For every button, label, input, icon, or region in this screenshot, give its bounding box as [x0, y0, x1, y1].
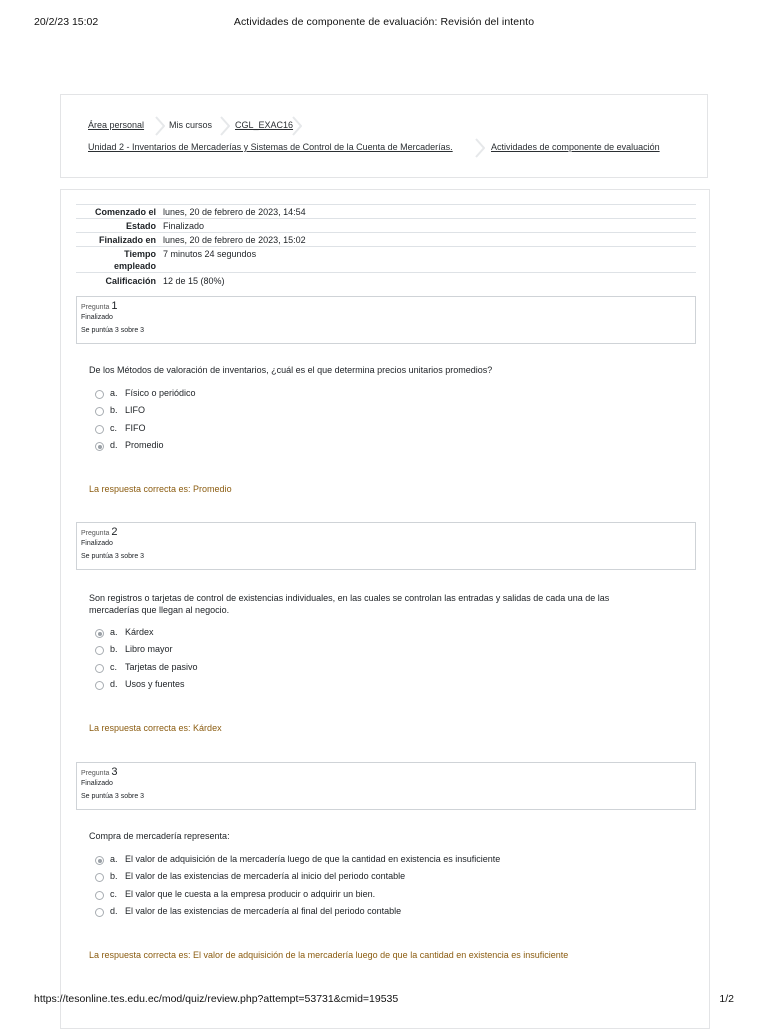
question-number-value: 3 — [111, 766, 118, 778]
breadcrumb-row-2 — [88, 142, 698, 162]
quiz-review — [60, 189, 710, 1029]
radio-checked-icon[interactable] — [95, 442, 104, 451]
summary-value: lunes, 20 de febrero de 2023, 14:54 — [163, 207, 306, 217]
question-grade: Se puntúa 3 sobre 3 — [81, 327, 145, 334]
print-url: https://tesonline.tes.edu.ec/mod/quiz/review.php?attempt=53731&cmid=19535 — [34, 993, 399, 1005]
question-label: Pregunta — [81, 304, 110, 311]
question-text: Compra de mercadería representa: — [89, 831, 230, 841]
summary-grade — [76, 272, 696, 289]
chevron-right-icon — [475, 138, 485, 158]
chevron-right-icon — [292, 116, 302, 136]
answer-letter: a. — [110, 854, 118, 864]
radio-icon[interactable] — [95, 407, 104, 416]
answer-text: El valor de las existencias de mercadería al inicio del periodo contable — [125, 871, 406, 881]
answer-text: LIFO — [125, 405, 146, 415]
summary-value: 7 minutos 24 segundos — [163, 249, 257, 259]
answer-text: Libro mayor — [125, 644, 173, 654]
answer-letter: c. — [110, 423, 118, 433]
question-text-line: Son registros o tarjetas de control de existencias individuales, en las cuales se controlan las entradas y salidas de cada una de las — [89, 593, 610, 603]
radio-checked-icon[interactable] — [95, 856, 104, 865]
summary-label: empleado — [113, 261, 156, 271]
summary-label: Tiempo — [124, 249, 156, 259]
correct-answer-feedback: La respuesta correcta es: Promedio — [89, 484, 232, 494]
print-date: 20/2/23 15:02 — [34, 16, 99, 28]
breadcrumb — [60, 94, 708, 178]
question-state: Finalizado — [81, 780, 113, 787]
answer-text: El valor de las existencias de mercadería al final del periodo contable — [125, 906, 402, 916]
summary-value: 12 de 15 (80%) — [163, 276, 225, 286]
breadcrumb-unit[interactable]: Unidad 2 - Inventarios de Mercaderías y Sistemas de Control de la Cuenta de Mercaderías. — [88, 142, 453, 152]
question-label: Pregunta — [81, 530, 110, 537]
answer-text: Promedio — [125, 440, 164, 450]
summary-value: lunes, 20 de febrero de 2023, 15:02 — [163, 235, 306, 245]
breadcrumb-row-1 — [88, 120, 688, 140]
radio-icon[interactable] — [95, 891, 104, 900]
radio-icon[interactable] — [95, 908, 104, 917]
radio-icon[interactable] — [95, 664, 104, 673]
answer-letter: a. — [110, 388, 118, 398]
breadcrumb-area-personal[interactable]: Área personal — [88, 120, 145, 130]
summary-label: Comenzado el — [94, 207, 156, 217]
radio-icon[interactable] — [95, 681, 104, 690]
print-title: Actividades de componente de evaluación: Revisión del intento — [233, 16, 535, 28]
question-label: Pregunta — [81, 770, 110, 777]
question-number-value: 1 — [111, 300, 118, 312]
radio-icon[interactable] — [95, 390, 104, 399]
question-number-value: 2 — [111, 526, 118, 538]
summary-label: Calificación — [105, 276, 156, 286]
question-state: Finalizado — [81, 314, 113, 321]
question-state: Finalizado — [81, 540, 113, 547]
question-grade: Se puntúa 3 sobre 3 — [81, 553, 145, 560]
radio-checked-icon[interactable] — [95, 629, 104, 638]
print-page-number: 1/2 — [719, 993, 734, 1005]
question-info — [76, 762, 696, 810]
answer-letter: c. — [110, 662, 118, 672]
breadcrumb-activity[interactable]: Actividades de componente de evaluación — [491, 142, 660, 152]
answer-letter: d. — [110, 440, 118, 450]
radio-icon[interactable] — [95, 425, 104, 434]
summary-label: Finalizado en — [98, 235, 156, 245]
radio-icon[interactable] — [95, 646, 104, 655]
answer-letter: b. — [110, 405, 118, 415]
answer-text: Kárdex — [125, 627, 154, 637]
question-text — [89, 592, 659, 616]
answer-text: El valor que le cuesta a la empresa producir o adquirir un bien. — [125, 889, 376, 899]
summary-state — [76, 218, 696, 233]
correct-answer-feedback: La respuesta correcta es: Kárdex — [89, 723, 222, 733]
answer-text: Usos y fuentes — [125, 679, 185, 689]
answer-letter: d. — [110, 906, 118, 916]
question-info — [76, 522, 696, 570]
summary-finished — [76, 232, 696, 247]
question-number — [81, 300, 118, 312]
print-header — [0, 16, 768, 32]
breadcrumb-mis-cursos[interactable]: Mis cursos — [169, 120, 213, 130]
summary-started — [76, 204, 696, 219]
answer-text: El valor de adquisición de la mercadería luego de que la cantidad en existencia es insuficiente — [125, 854, 501, 864]
summary-time — [76, 246, 696, 273]
radio-icon[interactable] — [95, 873, 104, 882]
answer-letter: b. — [110, 644, 118, 654]
chevron-right-icon — [155, 116, 165, 136]
question-text-line: mercaderías que llegan al negocio. — [89, 605, 230, 615]
answer-letter: b. — [110, 871, 118, 881]
question-number — [81, 766, 118, 778]
correct-answer-feedback: La respuesta correcta es: El valor de adquisición de la mercadería luego de que la cantidad en existencia es insuficiente — [89, 950, 569, 960]
answer-letter: d. — [110, 679, 118, 689]
summary-label: Estado — [125, 221, 156, 231]
question-text: De los Métodos de valoración de inventarios, ¿cuál es el que determina precios unitarios promedios? — [89, 365, 493, 375]
answer-text: Físico o periódico — [125, 388, 196, 398]
question-number — [81, 526, 118, 538]
summary-value: Finalizado — [163, 221, 205, 231]
answer-text: FIFO — [125, 423, 146, 433]
question-grade: Se puntúa 3 sobre 3 — [81, 793, 145, 800]
breadcrumb-course[interactable]: CGL_EXAC16 — [235, 120, 294, 130]
answer-letter: c. — [110, 889, 118, 899]
answer-letter: a. — [110, 627, 118, 637]
chevron-right-icon — [220, 116, 230, 136]
answer-text: Tarjetas de pasivo — [125, 662, 198, 672]
question-info — [76, 296, 696, 344]
